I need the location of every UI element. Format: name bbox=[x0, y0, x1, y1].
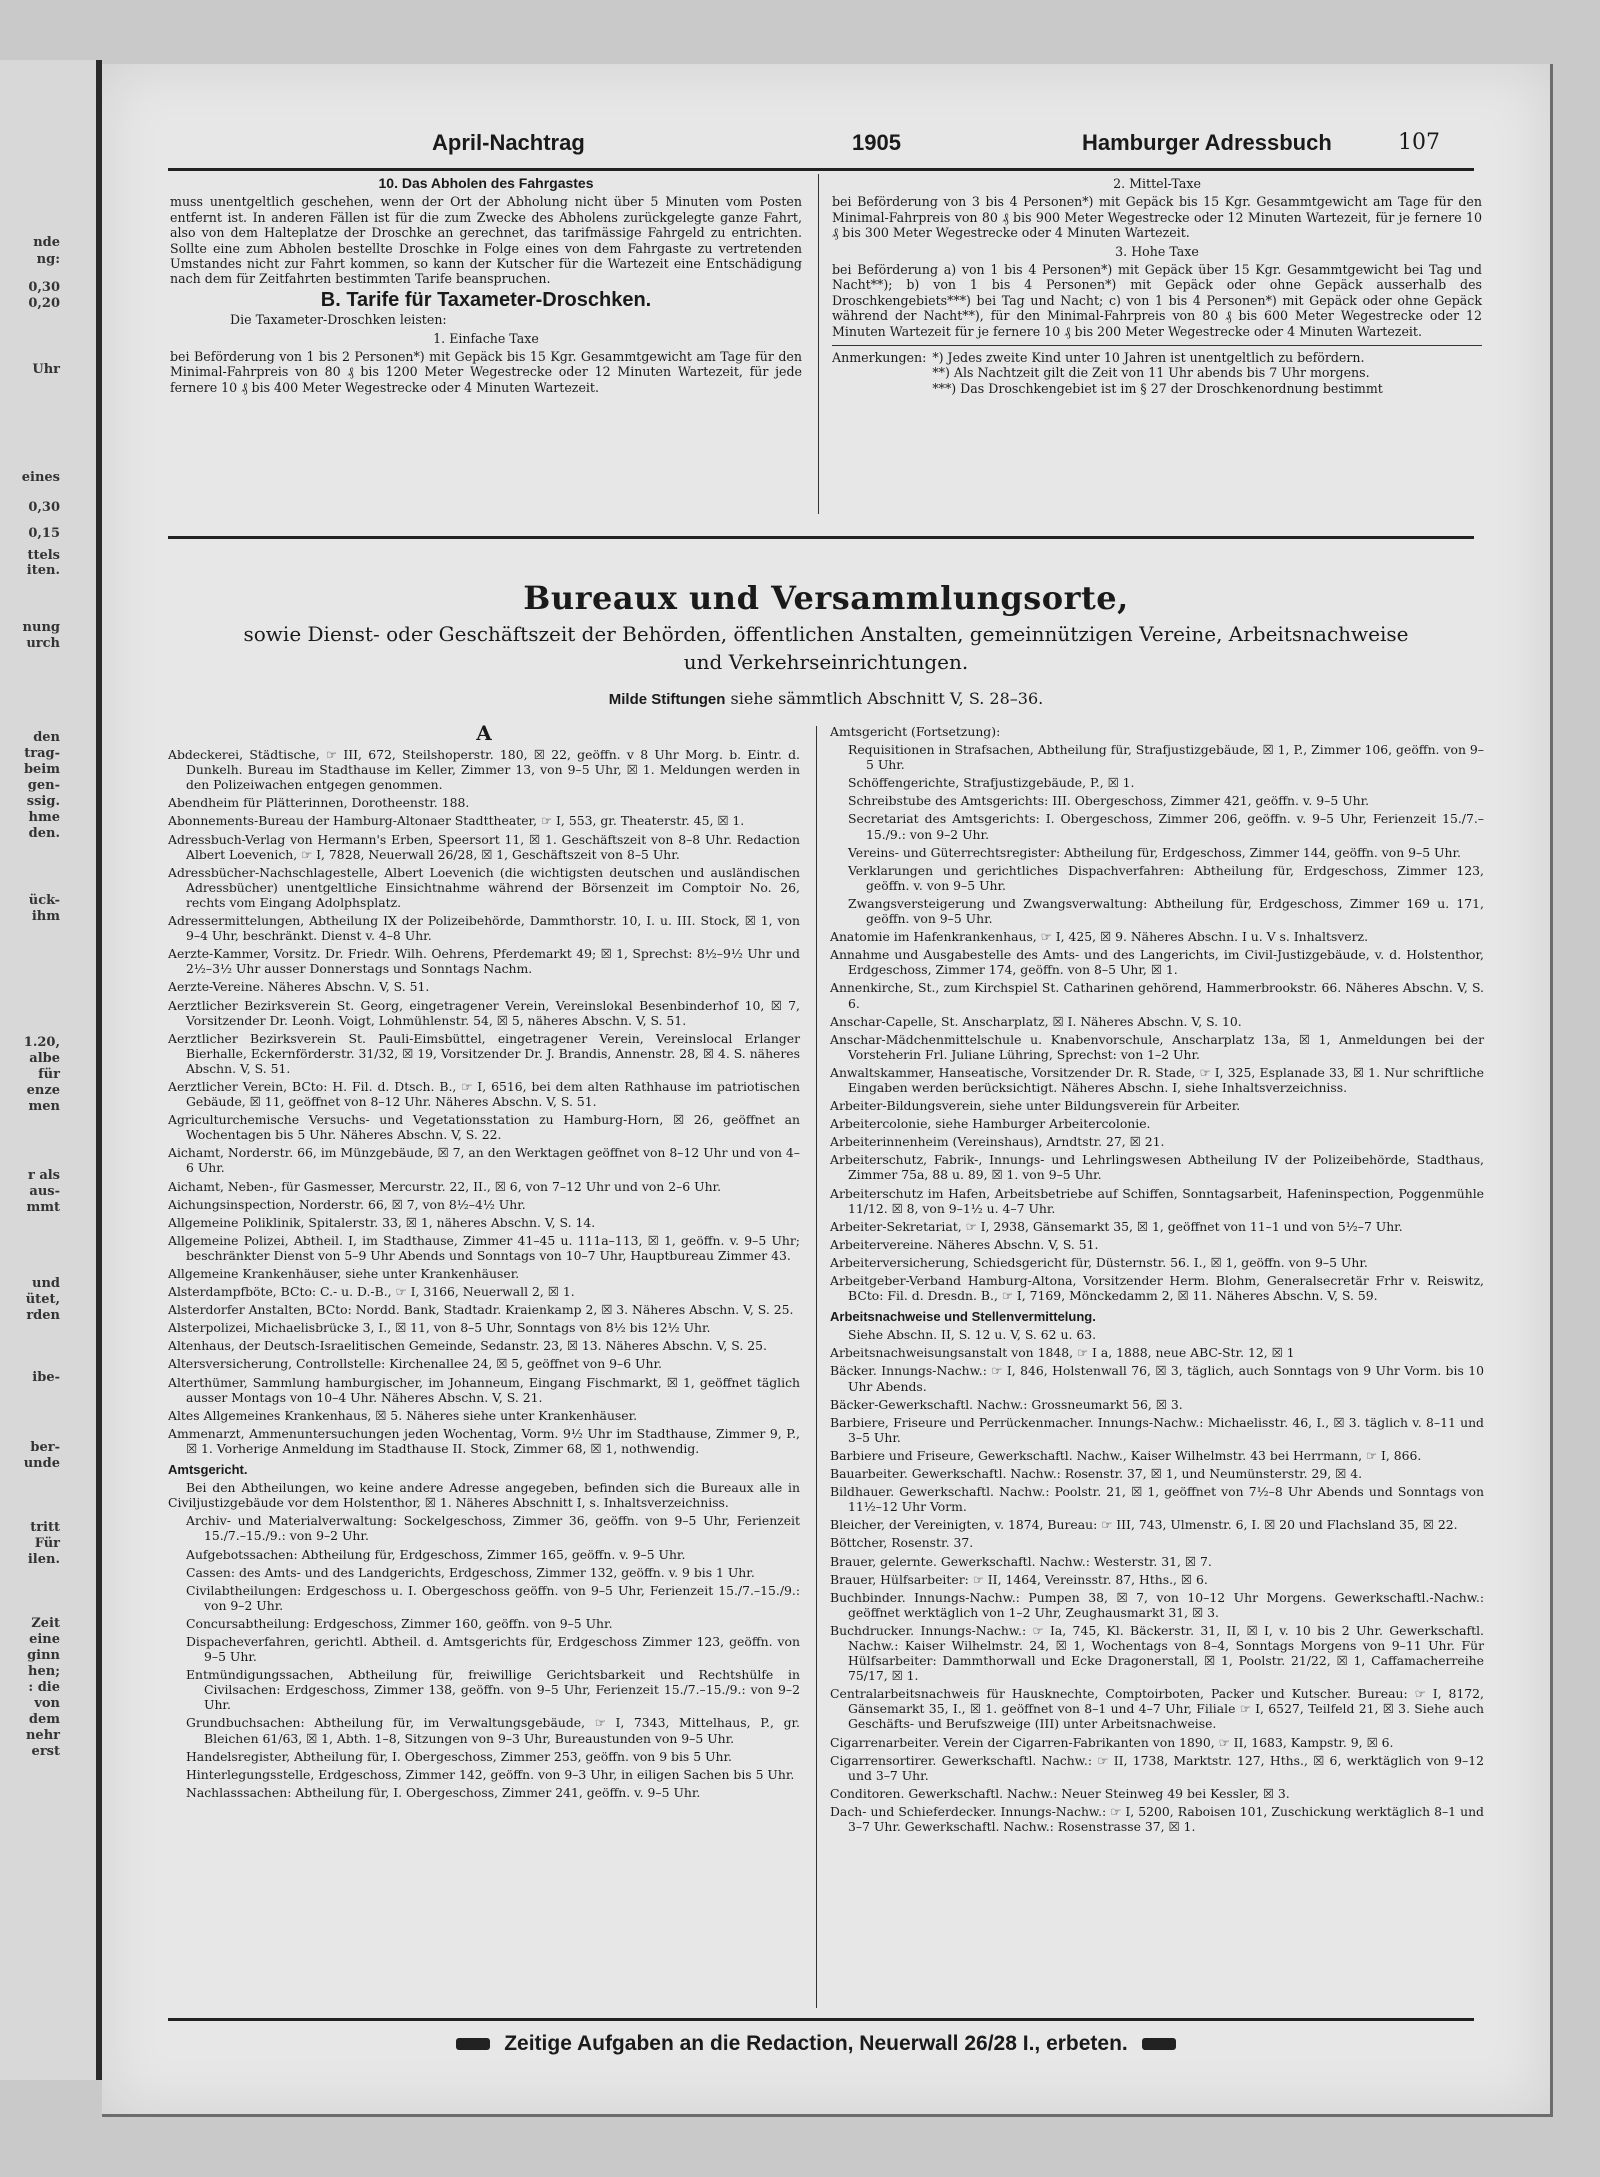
directory-entry: Arbeiterinnenheim (Vereinshaus), Arndtstr. 27, ☒ 21. bbox=[830, 1134, 1165, 1150]
previous-page-fragment: ginn bbox=[27, 1648, 60, 1663]
directory-entry: Arbeitgeber-Verband Hamburg-Altona, Vorsitzender Herm. Blohm, Generalsecretär Frhr v. Reiswitz, BCto: Fil. d. Dresdn. B., ☞ I, 7169, Mönckedamm 2, ☒ 11. Näheres Abschn. V, S. 59. bbox=[830, 1273, 1484, 1304]
arbeitsnachweis-entry: Dach- und Schieferdecker. Innungs-Nachw.: ☞ I, 5200, Raboisen 101, Zuschickung werktäglich 8–1 und 3–7 Uhr. Gewerkschaftl. Nachw.: Rosenstrasse 37, ☒ 1. bbox=[830, 1803, 1484, 1834]
previous-page-fragment: von bbox=[34, 1696, 60, 1711]
top-left-column bbox=[170, 176, 802, 398]
directory-entry: Altenhaus, der Deutsch-Israelitischen Gemeinde, Sedanstr. 23, ☒ 13. Näheres Abschn. V, S. 25. bbox=[168, 1338, 767, 1354]
section-subtitle-line1: sowie Dienst- oder Geschäftszeit der Behörden, öffentlichen Anstalten, gemeinnützigen Vereine, Arbeitsnachweise bbox=[243, 622, 1409, 646]
previous-page-fragment: hen; bbox=[28, 1664, 60, 1679]
arbeitsnachweis-entry: Bäcker-Gewerkschaftl. Nachw.: Grossneumarkt 56, ☒ 3. bbox=[830, 1396, 1183, 1412]
directory-entry: Arbeiterschutz im Hafen, Arbeitsbetriebe auf Schiffen, Sonntagsarbeit, Hafeninspection, Poggenmühle 11/12. ☒ 8, von 9–1½ u. 4–7 Uhr. bbox=[830, 1185, 1484, 1216]
arbeitsnachweis-entry: Bauarbeiter. Gewerkschaftl. Nachw.: Rosenstr. 37, ☒ 1, und Neumünsterstr. 29, ☒ 4. bbox=[830, 1466, 1363, 1482]
previous-page-fragment: Uhr bbox=[32, 362, 60, 377]
amtsgericht-entry: Zwangsversteigerung und Zwangsverwaltung: Abtheilung für, Erdgeschoss, Zimmer 169 u. 171, geöffn. von 9–5 Uhr. bbox=[848, 895, 1484, 927]
amtsgericht-entry: Grundbuchsachen: Abtheilung für, im Verwaltungsgebäude, ☞ I, 7343, Mittelhaus, P., gr. Bleichen 61/63, ☒ 1, Abth. 1–8, Sitzungen von 9–3 Uhr, Bureaustunden von 9–5 Uhr. bbox=[186, 1715, 800, 1746]
left-entry-list bbox=[168, 747, 800, 1456]
amtsgericht-continued-list bbox=[830, 742, 1484, 926]
previous-page-fragment: für bbox=[38, 1067, 60, 1082]
notes-label: Anmerkungen: bbox=[832, 350, 927, 366]
previous-page-fragment: nehr bbox=[25, 1728, 60, 1743]
top-section-rule bbox=[168, 536, 1474, 539]
directory-entry: Arbeitercolonie, siehe Hamburger Arbeitercolonie. bbox=[830, 1116, 1151, 1132]
directory-entry: Adressermittelungen, Abtheilung IX der Polizeibehörde, Dammthorstr. 10, I. u. III. Stock, ☒ 1, von 9–4 Uhr, beschränkt. Dienst v. 4–8 Uhr. bbox=[168, 913, 800, 944]
document-page bbox=[102, 64, 1553, 2117]
amtsgericht-entry: Aufgebotssachen: Abtheilung für, Erdgeschoss, Zimmer 165, geöffn. v. 9–5 Uhr. bbox=[186, 1546, 686, 1562]
arbeitsnachweis-entry: Centralarbeitsnachweis für Hausknechte, Comptoirboten, Packer und Kutscher. Bureau: ☞ I, 8172, Gänsemarkt 35, I., ☒ 1. geöffnet von 8–1 und 4–7 Uhr, Filiale ☞ I, 6527, Teilfeld 21, ☒ 3. Siehe auch Geschäfts- und Berufszweige (III) unter Arbeitsnachweise. bbox=[830, 1686, 1484, 1732]
directory-entry: Abendheim für Plätterinnen, Dorotheenstr. 188. bbox=[168, 795, 470, 811]
top-column-divider bbox=[818, 174, 819, 514]
stiftungen-label: Milde Stiftungen bbox=[608, 691, 726, 708]
taxe2-title: 2. Mittel-Taxe bbox=[1113, 176, 1201, 191]
directory-entry: Aerztlicher Bezirksverein St. Georg, eingetragener Verein, Vereinslokal Besenbinderhof 10, ☒ 7, Vorsitzender Dr. Leonh. Voigt, Lohmühlenstr. 54, ☒ 5, näheres Abschn. V, S. 51. bbox=[168, 997, 800, 1028]
section-title: Bureaux und Versammlungsorte, bbox=[523, 579, 1129, 617]
previous-page-fragment: 1.20, bbox=[23, 1035, 60, 1050]
section-subtitle-line2: und Verkehrseinrichtungen. bbox=[683, 650, 969, 674]
directory-entry: Anatomie im Hafenkrankenhaus, ☞ I, 425, ☒ 9. Näheres Abschn. I u. V s. Inhaltsverz. bbox=[830, 929, 1369, 945]
directory-entry: Alsterpolizei, Michaelisbrücke 3, I., ☒ 11, von 8–5 Uhr, Sonntags von 8½ bis 12½ Uhr. bbox=[168, 1320, 711, 1336]
header-book-title: Hamburger Adressbuch bbox=[1082, 130, 1332, 155]
arbeitsnachweis-entry: Barbiere und Friseure, Gewerkschaftl. Nachw., Kaiser Wilhelmstr. 43 bei Herrmann, ☞ I, 866. bbox=[830, 1447, 1422, 1463]
taxe1-title: 1. Einfache Taxe bbox=[433, 330, 539, 346]
amtsgericht-entry: Concursabtheilung: Erdgeschoss, Zimmer 160, geöffn. von 9–5 Uhr. bbox=[186, 1615, 613, 1631]
previous-page-fragment: unde bbox=[23, 1456, 60, 1471]
previous-page-fragment: nde bbox=[33, 235, 60, 250]
arbeitsnachweis-entry: Conditoren. Gewerkschaftl. Nachw.: Neuer Steinweg 49 bei Kessler, ☒ 3. bbox=[830, 1785, 1290, 1801]
notes-block bbox=[832, 350, 1482, 396]
previous-page-fragment: dem bbox=[28, 1712, 60, 1727]
previous-page-fragment: nung bbox=[22, 620, 60, 635]
directory-entry: Abdeckerei, Städtische, ☞ III, 672, Steilshoperstr. 180, ☒ 22, geöffn. v 8 Uhr Morg. b. Eintr. d. Dunkelh. Bureau im Stadthause im Keller, Zimmer 13, von 9–5 Uhr, ☒ 1. Meldungen werden in den Polizeiwachen entgegen genommen. bbox=[168, 747, 800, 793]
previous-page-fragment: eine bbox=[29, 1632, 60, 1647]
section-subtitle bbox=[102, 620, 1550, 676]
stiftungen-ref: siehe sämmtlich Abschnitt V, S. 28–36. bbox=[730, 689, 1044, 708]
amtsgericht-entry: Schöffengerichte, Strafjustizgebäude, P., ☒ 1. bbox=[848, 775, 1135, 791]
amtsgericht-entry: Cassen: des Amts- und des Landgerichts, Erdgeschoss, Zimmer 132, geöffn. v. 9 bis 1 Uhr. bbox=[186, 1564, 755, 1580]
previous-page-fragment: albe bbox=[29, 1051, 60, 1066]
right-entry-list bbox=[830, 929, 1484, 1303]
taxe2-text: bei Beförderung von 3 bis 4 Personen*) mit Gepäck bis 15 Kgr. Gesammtgewicht am Tage für den Minimal-Fahrpreis von 80 ₰ bis 900 Meter Wegestrecke oder 12 Minuten Wartezeit, für je fernere 10 ₰ bis 300 Meter Wegestrecke oder 4 Minuten Wartezeit. bbox=[832, 194, 1482, 241]
taxe1-text: bei Beförderung von 1 bis 2 Personen*) mit Gepäck bis 15 Kgr. Gesammtgewicht am Tage für den Minimal-Fahrpreis von 80 ₰ bis 1200 Meter Wegestrecke oder 12 Minuten Wartezeit, für jede fernere 10 ₰ bis 400 Meter Wegestrecke oder 4 Minuten Wartezeit. bbox=[170, 349, 802, 395]
section-letter: A bbox=[476, 721, 492, 745]
arbeitsnachweis-entry: Buchdrucker. Innungs-Nachw.: ☞ Ia, 745, Kl. Bäckerstr. 31, II, ☒ I, v. 10 bis 2 Uhr. Gewerkschaftl. Nachw.: Kaiser Wilhelmstr. 24, ☒ 1, Wochentags von 8–4, Sonntags Morgens von 9–11 Uhr. Für Hülfsarbeiter: Dammthorwall und Ecke Dragonerstall, ☒ 1, Poolstr. 21/22, ☒ 1, Caffamacherreihe 75/17, ☒ 1. bbox=[830, 1622, 1484, 1684]
amtsgericht-entry: Schreibstube des Amtsgerichts: III. Obergeschoss, Zimmer 421, geöffn. v. 9–5 Uhr. bbox=[848, 793, 1370, 809]
previous-page-fragment: 0,15 bbox=[28, 526, 60, 541]
previous-page-fragment: erst bbox=[31, 1744, 60, 1759]
directory-entry: Alterthümer, Sammlung hamburgischer, im Johanneum, Eingang Fischmarkt, ☒ 1, geöffnet täglich ausser Montags von 10–4 Uhr. Näheres Abschn. V, S. 21. bbox=[168, 1374, 800, 1405]
amtsgericht-entry: Civilabtheilungen: Erdgeschoss u. I. Obergeschoss geöffn. von 9–5 Uhr, Ferienzeit 15./7.–15./9.: von 9–2 Uhr. bbox=[186, 1582, 800, 1613]
notes-rule bbox=[832, 345, 1482, 346]
previous-page-fragment: tritt bbox=[30, 1520, 60, 1535]
amtsgericht-entry: Vereins- und Güterrechtsregister: Abtheilung für, Erdgeschoss, Zimmer 144, geöffn. von 9–5 Uhr. bbox=[848, 844, 1461, 860]
directory-entry: Allgemeine Poliklinik, Spitalerstr. 33, ☒ 1, näheres Abschn. V, S. 14. bbox=[168, 1214, 596, 1230]
arbeitsnachweise-intro: Siehe Abschn. II, S. 12 u. V, S. 62 u. 63. bbox=[848, 1327, 1097, 1343]
arbeitsnachweis-entry: Buchbinder. Innungs-Nachw.: Pumpen 38, ☒ 7, von 10–12 Uhr Morgens. Gewerkschaftl.-Nachw.: geöffnet werktäglich von 1–2 Uhr, Zeughausmarkt 31, ☒ 3. bbox=[830, 1589, 1484, 1620]
previous-page-fragment: gen- bbox=[27, 778, 60, 793]
lower-column-divider bbox=[816, 726, 817, 2008]
amtsgericht-entry: Entmündigungssachen, Abtheilung für, freiwillige Gerichtsbarkeit und Rechtshülfe in Civilsachen: Erdgeschoss, Zimmer 138, geöffn. von 9–5 Uhr, Ferienzeit 15./7.–15./9.: von 9–2 Uhr. bbox=[186, 1667, 800, 1713]
note-3: ***) Das Droschkengebiet ist im § 27 der Droschkenordnung bestimmt bbox=[932, 380, 1383, 396]
directory-entry: Allgemeine Krankenhäuser, siehe unter Krankenhäuser. bbox=[168, 1266, 520, 1281]
header-section: April-Nachtrag bbox=[432, 130, 585, 155]
fahrgast-paragraph: muss unentgeltlich geschehen, wenn der Ort der Abholung nicht über 5 Minuten vom Posten entfernt ist. In anderen Fällen ist für die zum Zwecke des Abholens zurückgelegte ganze Fahrt, also von dem Halteplatze der Droschke an gerechnet, das tarifmässige Fahrgeld zu entrichten. Sollte eine zum Abholen bestellte Droschke in Folge eines von dem Fahrgaste zu vertretenden Umstandes nicht zur Fahrt kommen, so kann der Kutscher für die Wartezeit eine Entschädigung nach dem für Zeitfahrten bestimmten Tarife beanspruchen. bbox=[170, 194, 802, 287]
arbeitsnachweis-entry: Cigarrensortirer. Gewerkschaftl. Nachw.: ☞ II, 1738, Marktstr. 127, Hths., ☒ 6, werktäglich von 9–12 und 3–7 Uhr. bbox=[830, 1752, 1484, 1783]
arbeitsnachweis-entry: Böttcher, Rosenstr. 37. bbox=[830, 1535, 974, 1551]
stiftungen-note bbox=[102, 689, 1550, 708]
directory-entry: Aichungsinspection, Norderstr. 66, ☒ 7, von 8½–4½ Uhr. bbox=[168, 1196, 526, 1212]
footer-rule bbox=[168, 2018, 1474, 2021]
directory-entry: Anwaltskammer, Hanseatische, Vorsitzender Dr. R. Stade, ☞ I, 325, Esplanade 33, ☒ 1. Nur schriftliche Eingaben werden berücksichtigt. Näheres Abschn. I, siehe Inhaltsverzeichniss. bbox=[830, 1064, 1484, 1095]
page-header bbox=[162, 124, 1510, 164]
top-right-column bbox=[832, 176, 1482, 396]
previous-page-fragment: iten. bbox=[26, 563, 60, 578]
arbeitsnachweis-entry: Bildhauer. Gewerkschaftl. Nachw.: Poolstr. 21, ☒ 1, geöffnet von 7½–8 Uhr Abends und Sonntags von 11½–12 Uhr Vorm. bbox=[830, 1484, 1484, 1515]
arbeitsnachweis-entry: Arbeitsnachweisungsanstalt von 1848, ☞ I a, 1888, neue ABC-Str. 12, ☒ 1 bbox=[830, 1345, 1295, 1361]
arbeitsnachweis-entry: Brauer, Hülfsarbeiter: ☞ II, 1464, Vereinsstr. 87, Hths., ☒ 6. bbox=[830, 1571, 1208, 1587]
amtsgericht-list bbox=[168, 1513, 800, 1800]
amtsgericht-entry: Requisitionen in Strafsachen, Abtheilung für, Strafjustizgebäude, ☒ 1, P., Zimmer 106, geöffn. von 9–5 Uhr. bbox=[848, 742, 1484, 773]
footer-notice bbox=[162, 2032, 1470, 2056]
directory-entry: Arbeiter-Bildungsverein, siehe unter Bildungsverein für Arbeiter. bbox=[830, 1098, 1241, 1114]
tarif-intro: Die Taxameter-Droschken leisten: bbox=[230, 312, 447, 328]
previous-page-fragment: ttels bbox=[27, 548, 60, 563]
tarif-heading: B. Tarife für Taxameter-Droschken. bbox=[320, 288, 652, 311]
directory-entry: Altersversicherung, Controllstelle: Kirchenallee 24, ☒ 5, geöffnet von 9–6 Uhr. bbox=[168, 1356, 662, 1372]
lower-left-column bbox=[168, 721, 800, 1803]
amtsgericht-entry: Nachlasssachen: Abtheilung für, I. Obergeschoss, Zimmer 241, geöffn. v. 9–5 Uhr. bbox=[186, 1784, 701, 1800]
arbeitsnachweise-list bbox=[830, 1345, 1484, 1834]
directory-entry: Altes Allgemeines Krankenhaus, ☒ 5. Näheres siehe unter Krankenhäuser. bbox=[168, 1407, 638, 1423]
directory-entry: Arbeiter-Sekretariat, ☞ I, 2938, Gänsemarkt 35, ☒ 1, geöffnet von 11–1 und von 5½–7 Uhr. bbox=[830, 1218, 1403, 1234]
previous-page-fragment: 0,30 bbox=[28, 280, 60, 295]
directory-entry: Anschar-Mädchenmittelschule u. Knabenvorschule, Anscharplatz 13a, ☒ 1, Anmeldungen bei der Vorsteherin Frl. Juliane Lühring, Sprechst: von 1–2 Uhr. bbox=[830, 1031, 1484, 1062]
previous-page-strip bbox=[0, 60, 102, 2080]
directory-entry: Adressbücher-Nachschlagestelle, Albert Loevenich (die wichtigsten deutschen und ausländischen Adressbücher) unentgeltliche Einsichtnahme während der Börsenzeit im Comptoir No. 26, rechts vom Eingang Adolphsplatz. bbox=[168, 864, 800, 910]
page-number: 107 bbox=[1398, 130, 1440, 155]
amtsgericht-intro: Bei den Abtheilungen, wo keine andere Adresse angegeben, befinden sich die Bureaux alle in Civiljustizgebäude vor dem Holstenthor, ☒ 1. Näheres Abschnitt I, s. Inhaltsverzeichniss. bbox=[168, 1480, 800, 1511]
directory-entry: Alsterdampfböte, BCto: C.- u. D.-B., ☞ I, 3166, Neuerwall 2, ☒ 1. bbox=[168, 1284, 575, 1300]
amtsgericht-entry: Dispacheverfahren, gerichtl. Abtheil. d. Amtsgerichts für, Erdgeschoss Zimmer 123, geöffn. von 9–5 Uhr. bbox=[186, 1633, 800, 1665]
fahrgast-heading: 10. Das Abholen des Fahrgastes bbox=[378, 175, 594, 191]
directory-entry: Arbeiterversicherung, Schiedsgericht für, Düsternstr. 56. I., ☒ 1, geöffn. von 9–5 Uhr. bbox=[830, 1254, 1368, 1270]
amtsgericht-entry: Archiv- und Materialverwaltung: Sockelgeschoss, Zimmer 36, geöffn. von 9–5 Uhr, Ferienzeit 15./7.–15./9.: von 9–2 Uhr. bbox=[186, 1513, 800, 1544]
previous-page-fragment: enze bbox=[26, 1083, 60, 1098]
arbeitsnachweis-entry: Bäcker. Innungs-Nachw.: ☞ I, 846, Holstenwall 76, ☒ 3, täglich, auch Sonntags von 9 Uhr Vorm. bis 10 Uhr Abends. bbox=[830, 1363, 1484, 1394]
directory-entry: Abonnements-Bureau der Hamburg-Altonaer Stadttheater, ☞ I, 553, gr. Theaterstr. 45, ☒ 1. bbox=[168, 813, 745, 829]
previous-page-fragment: ilen. bbox=[27, 1552, 60, 1567]
previous-page-fragment: : die bbox=[28, 1680, 60, 1695]
previous-page-fragment: ssig. bbox=[26, 794, 60, 809]
previous-page-fragment: ber- bbox=[30, 1440, 60, 1455]
amtsgericht-entry: Handelsregister, Abtheilung für, I. Obergeschoss, Zimmer 253, geöffn. von 9 bis 5 Uhr. bbox=[186, 1748, 732, 1764]
directory-entry: Alsterdorfer Anstalten, BCto: Nordd. Bank, Stadtadr. Kraienkamp 2, ☒ 3. Näheres Abschn. V, S. 25. bbox=[168, 1302, 794, 1318]
directory-entry: Anschar-Capelle, St. Anscharplatz, ☒ I. Näheres Abschn. V, S. 10. bbox=[830, 1013, 1242, 1029]
previous-page-fragment: Zeit bbox=[31, 1616, 60, 1631]
pointing-hand-right-icon bbox=[1142, 2038, 1176, 2050]
directory-entry: Annenkirche, St., zum Kirchspiel St. Catharinen gehörend, Hammerbrookstr. 66. Näheres Abschn. V, S. 6. bbox=[830, 980, 1484, 1011]
previous-page-fragment: ibe- bbox=[32, 1370, 60, 1385]
previous-page-fragment: trag- bbox=[24, 746, 60, 761]
lower-right-column bbox=[830, 724, 1484, 1837]
directory-entry: Aerzte-Vereine. Näheres Abschn. V, S. 51. bbox=[168, 979, 430, 995]
previous-page-fragment: aus- bbox=[29, 1184, 60, 1199]
footer-text: Zeitige Aufgaben an die Redaction, Neuerwall 26/28 I., erbeten. bbox=[504, 2032, 1128, 2055]
previous-page-fragment: 0,30 bbox=[28, 500, 60, 515]
taxe3-text: bei Beförderung a) von 1 bis 4 Personen*) mit Gepäck über 15 Kgr. Gesammtgewicht bei Tag und Nacht**); b) von 1 bis 4 Personen*) mit Gepäck oder ohne Gepäck ausserhalb des Droschkengebiets***) bei Tag und Nacht; c) von 1 bis 4 Personen*) mit Gepäck oder ohne Gepäck während der Nacht**), für den Minimal-Fahrpreis von 80 ₰ bis 600 Meter Wegestrecke oder 12 Minuten Wartezeit für je fernere 10 ₰ bis 200 Meter Wegestrecke oder 4 Minuten Wartezeit. bbox=[832, 262, 1482, 339]
directory-entry: Aerztlicher Verein, BCto: H. Fil. d. Dtsch. B., ☞ I, 6516, bei dem alten Rathhause im patriotischen Gebäude, ☒ 11, geöffnet von 8–12 Uhr. Näheres Abschn. V, S. 51. bbox=[168, 1078, 800, 1110]
previous-page-fragment: men bbox=[28, 1099, 60, 1114]
pointing-hand-left-icon bbox=[456, 2038, 490, 2050]
directory-entry: Aichamt, Norderstr. 66, im Münzgebäude, ☒ 7, an den Werktagen geöffnet von 8–12 Uhr und von 4–6 Uhr. bbox=[168, 1145, 800, 1176]
directory-entry: Adressbuch-Verlag von Hermann's Erben, Speersort 11, ☒ 1. Geschäftszeit von 8–8 Uhr. Redaction Albert Loevenich, ☞ I, 7828, Neuerwall 26/28, ☒ 1, Geschäftszeit von 8–5 Uhr. bbox=[168, 831, 800, 862]
arbeitsnachweis-entry: Cigarrenarbeiter. Verein der Cigarren-Fabrikanten von 1890, ☞ II, 1683, Kampstr. 9, ☒ 6. bbox=[830, 1734, 1394, 1750]
taxe3-title: 3. Hohe Taxe bbox=[1115, 243, 1199, 259]
previous-page-fragment: ng: bbox=[36, 252, 60, 267]
directory-entry: Allgemeine Polizei, Abtheil. I, im Stadthause, Zimmer 41–45 u. 111a–113, ☒ 1, geöffn. v. 9–5 Uhr; beschränkter Dienst von 5–9 Uhr Abends und Sonntags von 10–7 Uhr, Hauptbureau Zimmer 43. bbox=[168, 1232, 800, 1263]
previous-page-fragment: 0,20 bbox=[28, 296, 60, 311]
previous-page-fragment: hme bbox=[28, 810, 60, 825]
previous-page-fragment: den. bbox=[28, 826, 60, 841]
previous-page-fragment: eines bbox=[21, 470, 60, 485]
directory-entry: Agriculturchemische Versuchs- und Vegetationsstation zu Hamburg-Horn, ☒ 26, geöffnet an Wochentagen bis 5 Uhr. Näheres Abschn. V, S. 22. bbox=[168, 1112, 800, 1143]
directory-entry: Aichamt, Neben-, für Gasmesser, Mercurstr. 22, II., ☒ 6, von 7–12 Uhr und von 2–6 Uhr. bbox=[168, 1178, 722, 1194]
previous-page-fragment: ihm bbox=[31, 909, 60, 924]
previous-page-fragment: und bbox=[32, 1276, 60, 1291]
note-1: *) Jedes zweite Kind unter 10 Jahren ist unentgeltlich zu befördern. bbox=[932, 350, 1365, 366]
directory-entry: Aerztlicher Bezirksverein St. Pauli-Eimsbüttel, eingetragener Verein, Vereinslocal Erlanger Bierhalle, Eckernförderstr. 31/32, ☒ 19, Vorsitzender Dr. J. Brandis, Annenstr. 28, ☒ 4. S. näheres Abschn. V, S. 51. bbox=[168, 1030, 800, 1076]
previous-page-fragment: mmt bbox=[26, 1200, 60, 1215]
previous-page-fragment: ütet, bbox=[25, 1292, 60, 1307]
previous-page-fragment: urch bbox=[26, 636, 60, 651]
previous-page-fragment: beim bbox=[23, 762, 60, 777]
arbeitsnachweis-entry: Brauer, gelernte. Gewerkschaftl. Nachw.: Westerstr. 31, ☒ 7. bbox=[830, 1553, 1212, 1569]
amtsgericht-continued-label: Amtsgericht (Fortsetzung): bbox=[830, 724, 1001, 739]
previous-page-fragment: ück- bbox=[28, 893, 60, 908]
amtsgericht-entry: Hinterlegungsstelle, Erdgeschoss, Zimmer 142, geöffn. von 9–3 Uhr, in eiligen Sachen bis 5 Uhr. bbox=[186, 1766, 795, 1782]
header-year: 1905 bbox=[852, 130, 901, 155]
amtsgericht-heading: Amtsgericht. bbox=[168, 1462, 248, 1478]
previous-page-fragment: den bbox=[33, 730, 60, 745]
arbeitsnachweis-entry: Barbiere, Friseure und Perrückenmacher. Innungs-Nachw.: Michaelisstr. 46, I., ☒ 3. täglich v. 8–11 und 3–5 Uhr. bbox=[830, 1414, 1484, 1445]
amtsgericht-entry: Secretariat des Amtsgerichts: I. Obergeschoss, Zimmer 206, geöffn. v. 9–5 Uhr, Ferienzeit 15./7.–15./9.: von 9–2 Uhr. bbox=[848, 811, 1484, 842]
arbeitsnachweis-entry: Bleicher, der Vereinigten, v. 1874, Bureau: ☞ III, 743, Ulmenstr. 6, I. ☒ 20 und Flachsland 35, ☒ 22. bbox=[830, 1517, 1458, 1533]
note-2: **) Als Nachtzeit gilt die Zeit von 11 Uhr abends bis 7 Uhr morgens. bbox=[932, 365, 1370, 381]
directory-entry: Arbeitervereine. Näheres Abschn. V, S. 51. bbox=[830, 1236, 1099, 1252]
header-rule bbox=[168, 168, 1474, 171]
directory-entry: Ammenarzt, Ammenuntersuchungen jeden Wochentag, Vorm. 9½ Uhr im Stadthause, Zimmer 9, P., ☒ 1. Vorherige Anmeldung im Stadthause II. Stock, Zimmer 68, ☒ 1, nothwendig. bbox=[168, 1425, 800, 1456]
directory-entry: Annahme und Ausgabestelle des Amts- und des Langerichts, im Civil-Justizgebäude, v. d. Holstenthor, Erdgeschoss, Zimmer 174, geöffn. von 8–5 Uhr, ☒ 1. bbox=[830, 947, 1484, 978]
previous-page-fragment: r als bbox=[27, 1168, 60, 1183]
directory-entry: Aerzte-Kammer, Vorsitz. Dr. Friedr. Wilh. Oehrens, Pferdemarkt 49; ☒ 1, Sprechst: 8½–9½ Uhr und 2½–3½ Uhr ausser Donnerstags und Sonntags Nachm. bbox=[168, 946, 800, 977]
previous-page-fragment: Für bbox=[34, 1536, 60, 1551]
arbeitsnachweise-heading: Arbeitsnachweise und Stellenvermittelung. bbox=[830, 1309, 1096, 1325]
amtsgericht-entry: Verklarungen und gerichtliches Dispachverfahren: Abtheilung für, Erdgeschoss, Zimmer 123, geöffn. v. von 9–5 Uhr. bbox=[848, 862, 1484, 893]
directory-entry: Arbeiterschutz, Fabrik-, Innungs- und Lehrlingswesen Abtheilung IV der Polizeibehörde, Stadthaus, Zimmer 75a, 88 u. 89, ☒ 1. von 9–5 Uhr. bbox=[830, 1152, 1484, 1183]
previous-page-fragment: rden bbox=[26, 1308, 60, 1323]
